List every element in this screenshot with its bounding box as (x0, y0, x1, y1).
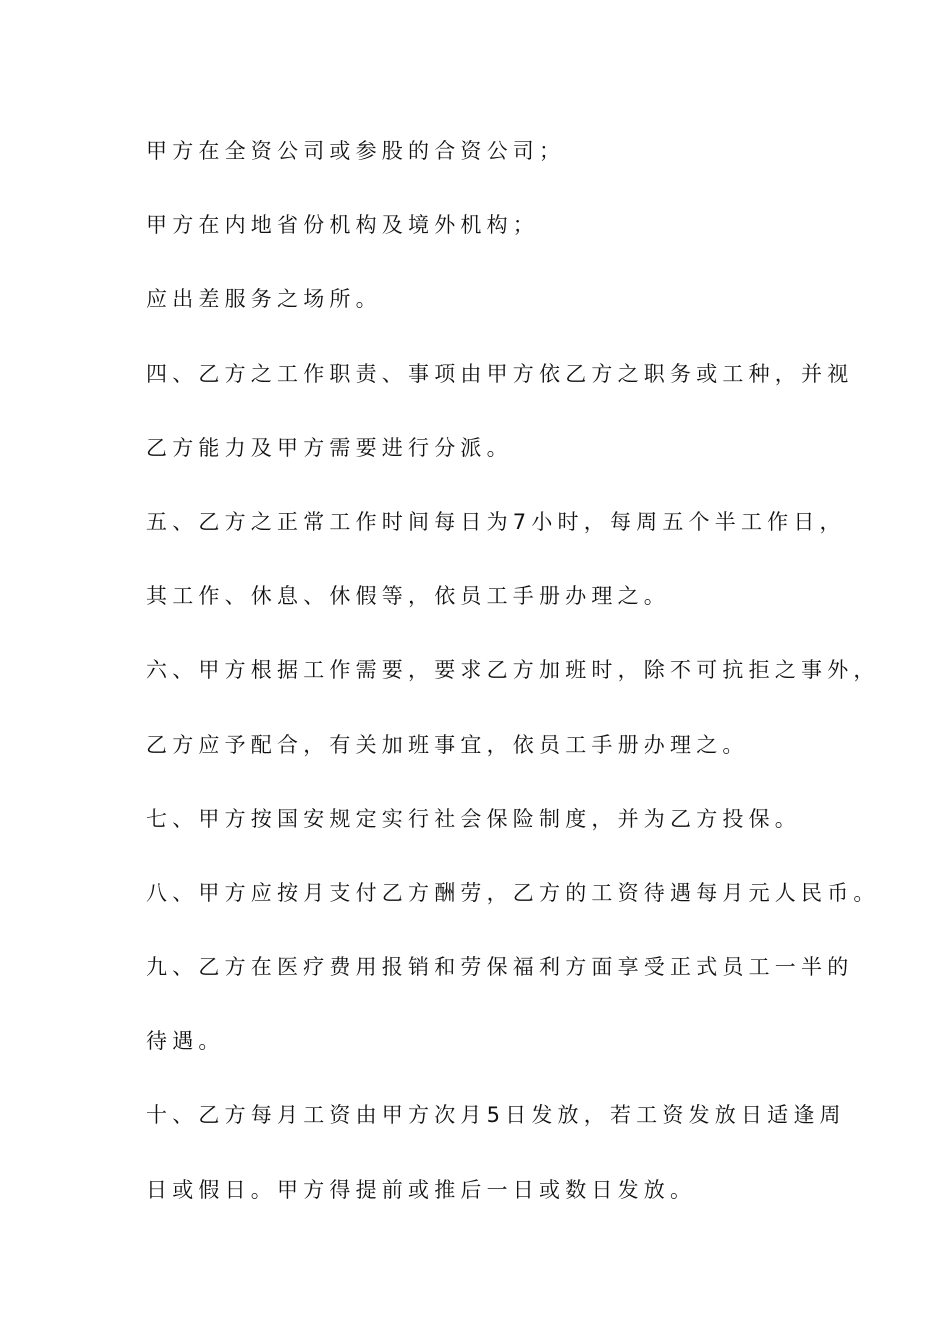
clause-ten-line-1: 十、乙方每月工资由甲方次月5日发放，若工资发放日适逢周 (146, 1103, 846, 1128)
clause-nine-line-2: 待遇。 (146, 1029, 225, 1054)
clause-eight-line-1: 八、甲方应按月支付乙方酬劳，乙方的工资待遇每月元人民币。 (146, 880, 880, 905)
clause-four-line-1: 四、乙方之工作职责、事项由甲方依乙方之职务或工种，并视 (146, 361, 854, 386)
document-body (146, 133, 880, 1246)
clause-six-line-2: 乙方应予配合，有关加班事宜，依员工手册办理之。 (146, 732, 749, 757)
text-line: 应出差服务之场所。 (146, 287, 382, 312)
clause-seven-line-1: 七、甲方按国安规定实行社会保险制度，并为乙方投保。 (146, 806, 801, 831)
clause-ten-line-2: 日或假日。甲方得提前或推后一日或数日发放。 (146, 1177, 697, 1202)
clause-four-line-2: 乙方能力及甲方需要进行分派。 (146, 435, 513, 460)
clause-nine-line-1: 九、乙方在医疗费用报销和劳保福利方面享受正式员工一半的 (146, 955, 854, 980)
clause-six-line-1: 六、甲方根据工作需要，要求乙方加班时，除不可抗拒之事外， (146, 658, 880, 683)
text-line: 甲方在内地省份机构及境外机构； (146, 213, 539, 238)
clause-five-line-1: 五、乙方之正常工作时间每日为7小时，每周五个半工作日， (146, 509, 846, 534)
clause-five-line-2: 其工作、休息、休假等，依员工手册办理之。 (146, 584, 670, 609)
text-line: 甲方在全资公司或参股的合资公司； (146, 139, 566, 163)
